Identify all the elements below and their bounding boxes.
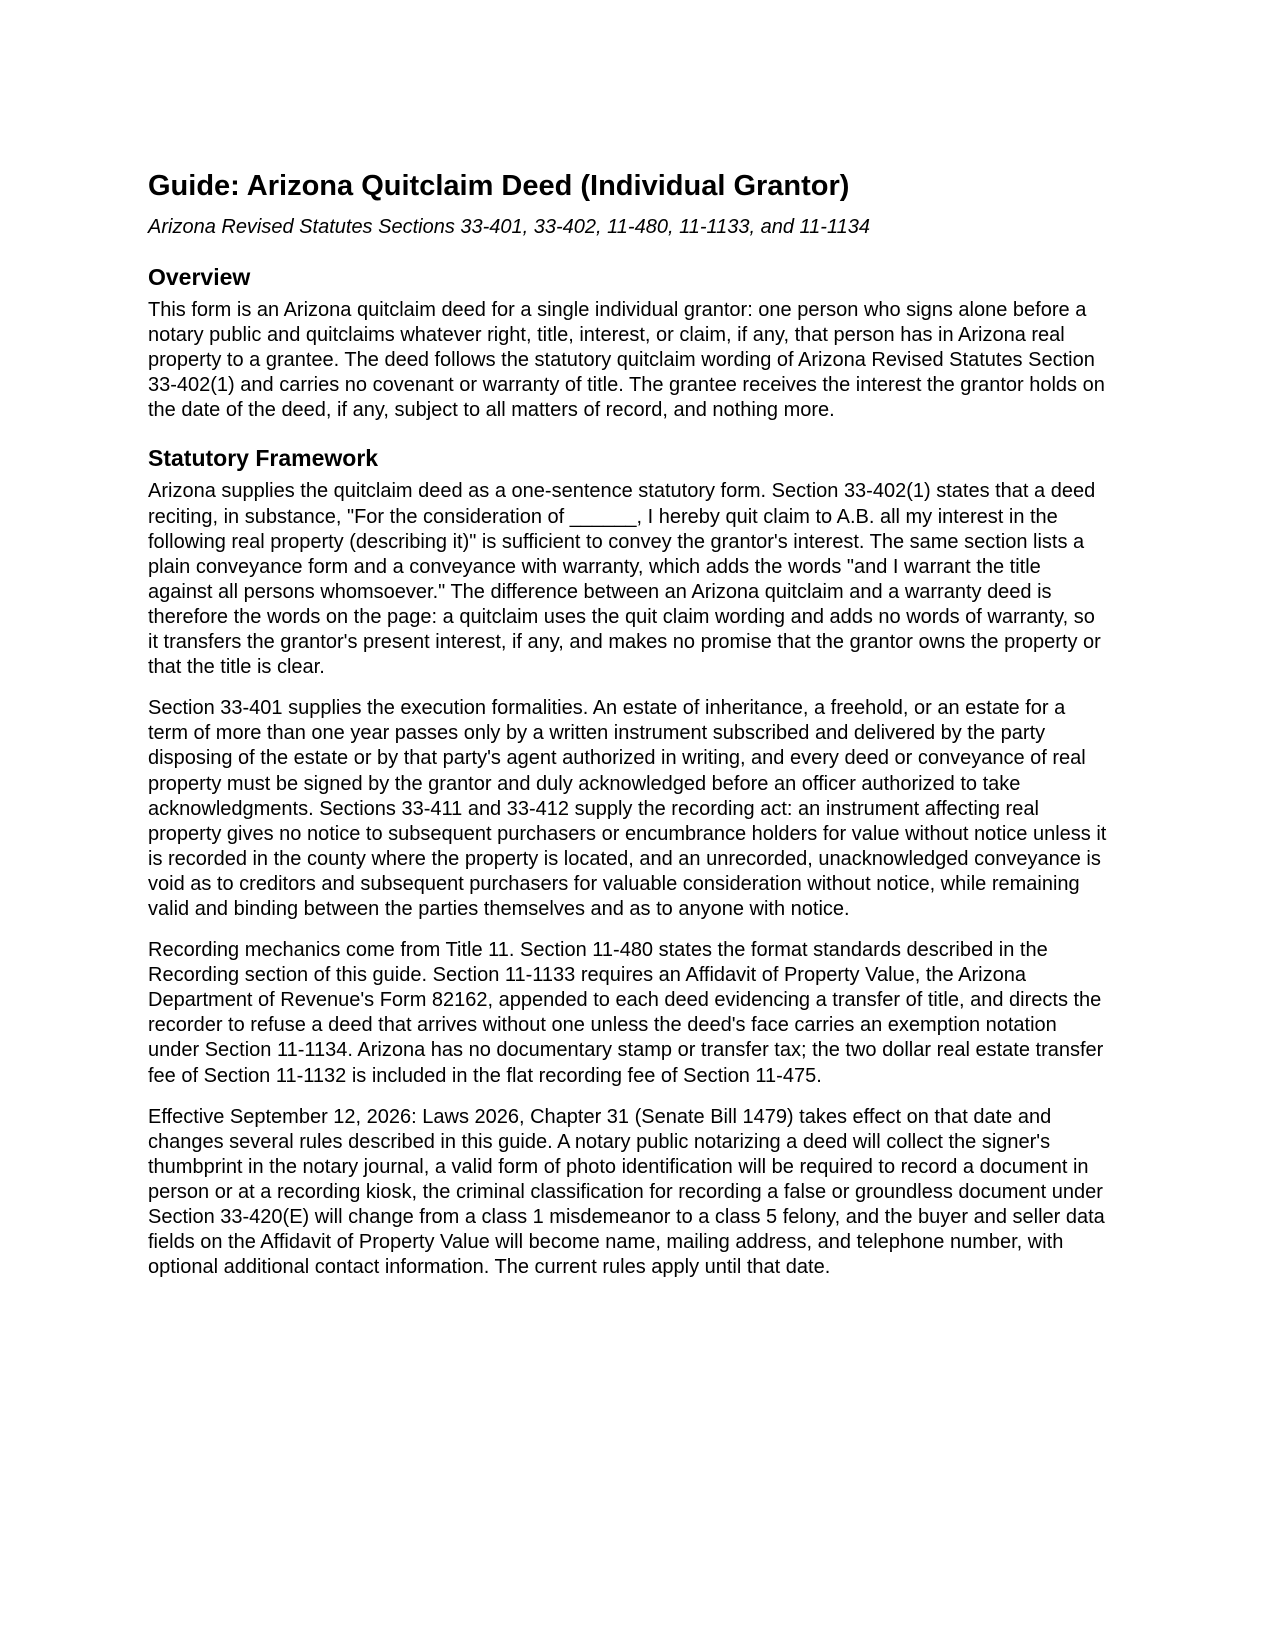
framework-paragraph-effective-date: Effective September 12, 2026: Laws 2026, Chapter 31 (Senate Bill 1479) takes effect on that date and changes several rules described in this guide. A notary public notarizing a deed will collect the signer's thumbprint in the notary journal, a valid form of photo identification will be required to record a document in person or at a recording kiosk, the criminal classification for recording a false or groundless document under Section 33-420(E) will change from a class 1 misdemeanor to a class 5 felony, and the buyer and seller data fields on the Affidavit of Property Value will become name, mailing address, and telephone number, with optional additional contact information. The current rules apply until that date. bbox=[148, 1105, 1105, 1279]
section-heading-statutory-framework: Statutory Framework bbox=[148, 445, 379, 472]
document-title: Guide: Arizona Quitclaim Deed (Individual Grantor) bbox=[148, 170, 850, 202]
statute-citation: Arizona Revised Statutes Sections 33-401, 33-402, 11-480, 11-1133, and 11-1134 bbox=[148, 216, 870, 238]
document-page bbox=[148, 168, 1108, 1280]
framework-paragraph-quitclaim-form: Arizona supplies the quitclaim deed as a one-sentence statutory form. Section 33-402(1) states that a deed reciting, in substance, "For the consideration of ______, I hereby quit claim to A.B. all my interest in the following real property (describing it)" is sufficient to convey the grantor's interest. The same section lists a plain conveyance form and a conveyance with warranty, which adds the words "and I warrant the title against all persons whomsoever." The difference between an Arizona quitclaim and a warranty deed is therefore the words on the page: a quitclaim uses the quit claim wording and adds no words of warranty, so it transfers the grantor's present interest, if any, and makes no promise that the grantor owns the property or that the title is clear. bbox=[148, 480, 1101, 679]
framework-paragraph-execution: Section 33-401 supplies the execution formalities. An estate of inheritance, a freehold, or an estate for a term of more than one year passes only by a written instrument subscribed and delivered by the party disposing of the estate or by that party's agent authorized in writing, and every deed or conveyance of real property must be signed by the grantor and duly acknowledged before an officer authorized to take acknowledgments. Sections 33-411 and 33-412 supply the recording act: an instrument affecting real property gives no notice to subsequent purchasers or encumbrance holders for value without notice unless it is recorded in the county where the property is located, and an unrecorded, unacknowledged conveyance is void as to creditors and subsequent purchasers for valuable consideration without notice, while remaining valid and binding between the parties themselves and as to anyone with notice. bbox=[148, 697, 1107, 920]
section-heading-overview: Overview bbox=[148, 264, 251, 290]
overview-paragraph: This form is an Arizona quitclaim deed for a single individual grantor: one person who signs alone before a notary public and quitclaims whatever right, title, interest, or claim, if any, that person has in Arizona real property to a grantee. The deed follows the statutory quitclaim wording of Arizona Revised Statutes Section 33-402(1) and carries no covenant or warranty of title. The grantee receives the interest the grantor holds on the date of the deed, if any, subject to all matters of record, and nothing more. bbox=[148, 299, 1105, 422]
framework-paragraph-recording: Recording mechanics come from Title 11. Section 11-480 states the format standards described in the Recording section of this guide. Section 11-1133 requires an Affidavit of Property Value, the Arizona Department of Revenue's Form 82162, appended to each deed evidencing a transfer of title, and directs the recorder to refuse a deed that arrives without one unless the deed's face carries an exemption notation under Section 11-1134. Arizona has no documentary stamp or transfer tax; the two dollar real estate transfer fee of Section 11-1132 is included in the flat recording fee of Section 11-475. bbox=[148, 939, 1104, 1087]
